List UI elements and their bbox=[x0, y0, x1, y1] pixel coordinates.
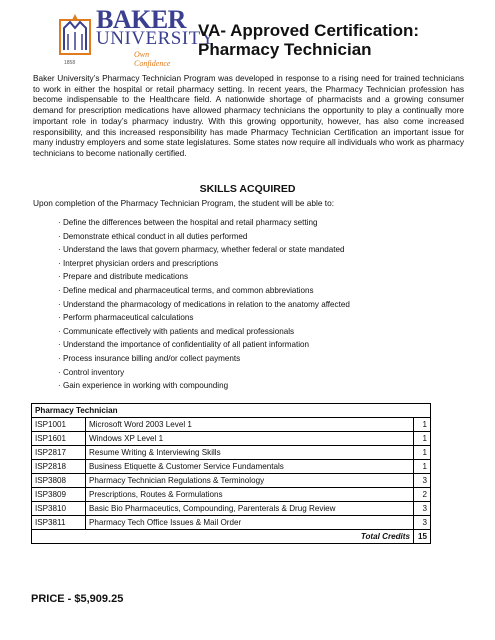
university-seal-icon bbox=[58, 10, 92, 60]
list-item: · Understand the pharmacology of medications in relation to the anatomy affected bbox=[58, 298, 350, 312]
baker-university-logo bbox=[58, 5, 215, 70]
table-row bbox=[32, 446, 431, 460]
list-item: · Define the differences between the hospital and retail pharmacy setting bbox=[58, 216, 350, 230]
course-title: Pharmacy Tech Office Issues & Mail Order bbox=[86, 516, 414, 530]
course-code: ISP1001 bbox=[32, 418, 86, 432]
course-code: ISP2817 bbox=[32, 446, 86, 460]
logo-university: UNIVERSITY bbox=[96, 28, 215, 49]
list-item: · Define medical and pharmaceutical terms, and common abbreviations bbox=[58, 284, 350, 298]
course-code: ISP1601 bbox=[32, 432, 86, 446]
list-item: · Understand the importance of confidentiality of all patient information bbox=[58, 338, 350, 352]
course-credits: 3 bbox=[414, 502, 431, 516]
course-code: ISP3811 bbox=[32, 516, 86, 530]
header bbox=[58, 5, 458, 70]
logo-tagline: Own Confidence bbox=[134, 50, 171, 68]
course-title: Business Etiquette & Customer Service Fundamentals bbox=[86, 460, 414, 474]
course-title: Pharmacy Technician Regulations & Terminology bbox=[86, 474, 414, 488]
course-title: Resume Writing & Interviewing Skills bbox=[86, 446, 414, 460]
course-credits: 3 bbox=[414, 516, 431, 530]
course-credits: 1 bbox=[414, 418, 431, 432]
course-credits: 1 bbox=[414, 460, 431, 474]
skills-heading: SKILLS ACQUIRED bbox=[199, 183, 296, 195]
course-credits: 1 bbox=[414, 446, 431, 460]
list-item: · Perform pharmaceutical calculations bbox=[58, 311, 350, 325]
course-code: ISP2818 bbox=[32, 460, 86, 474]
course-code: ISP3810 bbox=[32, 502, 86, 516]
table-header: Pharmacy Technician bbox=[32, 404, 431, 418]
table-row bbox=[32, 502, 431, 516]
price: PRICE - $5,909.25 bbox=[31, 593, 124, 605]
list-item: · Demonstrate ethical conduct in all duties performed bbox=[58, 230, 350, 244]
list-item: · Interpret physician orders and prescriptions bbox=[58, 257, 350, 271]
course-table bbox=[31, 403, 431, 544]
table-row bbox=[32, 474, 431, 488]
intro-paragraph: Baker University’s Pharmacy Technician Program was developed in response to a rising need for trained technicians to work in either the hospital or retail pharmacy setting. In recent years, the Pharmacy Technician profession has become indispensable to the Healthcare field. A nationwide shortage of pharmacists and a growing consumer demand for prescription medications have allowed pharmacy technicians the opportunity to play a continually more important role in today’s pharmacy industry. With this growing opportunity, however, has also come increased responsibility, and this increased responsibility has made Pharmacy Technician Certification an important issue for many industry employers and some state legislatures. Some states now require all individuals who work as pharmacy technicians to become nationally certified. bbox=[33, 73, 464, 158]
title-line-1: VA- Approved Certification: bbox=[198, 21, 420, 40]
course-title: Basic Bio Pharmaceutics, Compounding, Parenterals & Drug Review bbox=[86, 502, 414, 516]
list-item: · Control inventory bbox=[58, 366, 350, 380]
skills-list bbox=[58, 216, 350, 393]
title-line-2: Pharmacy Technician bbox=[198, 40, 372, 59]
logo-name: BAKER bbox=[96, 5, 186, 34]
course-credits: 1 bbox=[414, 432, 431, 446]
table-row bbox=[32, 488, 431, 502]
course-credits: 3 bbox=[414, 474, 431, 488]
total-credits-label: Total Credits bbox=[32, 530, 414, 544]
course-title: Prescriptions, Routes & Formulations bbox=[86, 488, 414, 502]
list-item: · Process insurance billing and/or collect payments bbox=[58, 352, 350, 366]
course-code: ISP3809 bbox=[32, 488, 86, 502]
course-code: ISP3808 bbox=[32, 474, 86, 488]
skills-lead: Upon completion of the Pharmacy Technician Program, the student will be able to: bbox=[33, 198, 335, 208]
list-item: · Prepare and distribute medications bbox=[58, 270, 350, 284]
total-credits-value: 15 bbox=[414, 530, 431, 544]
table-row bbox=[32, 432, 431, 446]
course-title: Microsoft Word 2003 Level 1 bbox=[86, 418, 414, 432]
list-item: · Understand the laws that govern pharmacy, whether federal or state mandated bbox=[58, 243, 350, 257]
table-total-row bbox=[32, 530, 431, 544]
table-row bbox=[32, 460, 431, 474]
table-row bbox=[32, 418, 431, 432]
list-item: · Communicate effectively with patients and medical professionals bbox=[58, 325, 350, 339]
course-credits: 2 bbox=[414, 488, 431, 502]
list-item: · Gain experience in working with compounding bbox=[58, 379, 350, 393]
table-row bbox=[32, 516, 431, 530]
logo-year: 1858 bbox=[64, 60, 76, 66]
course-title: Windows XP Level 1 bbox=[86, 432, 414, 446]
page-title bbox=[198, 21, 419, 59]
table-header-row bbox=[32, 404, 431, 418]
